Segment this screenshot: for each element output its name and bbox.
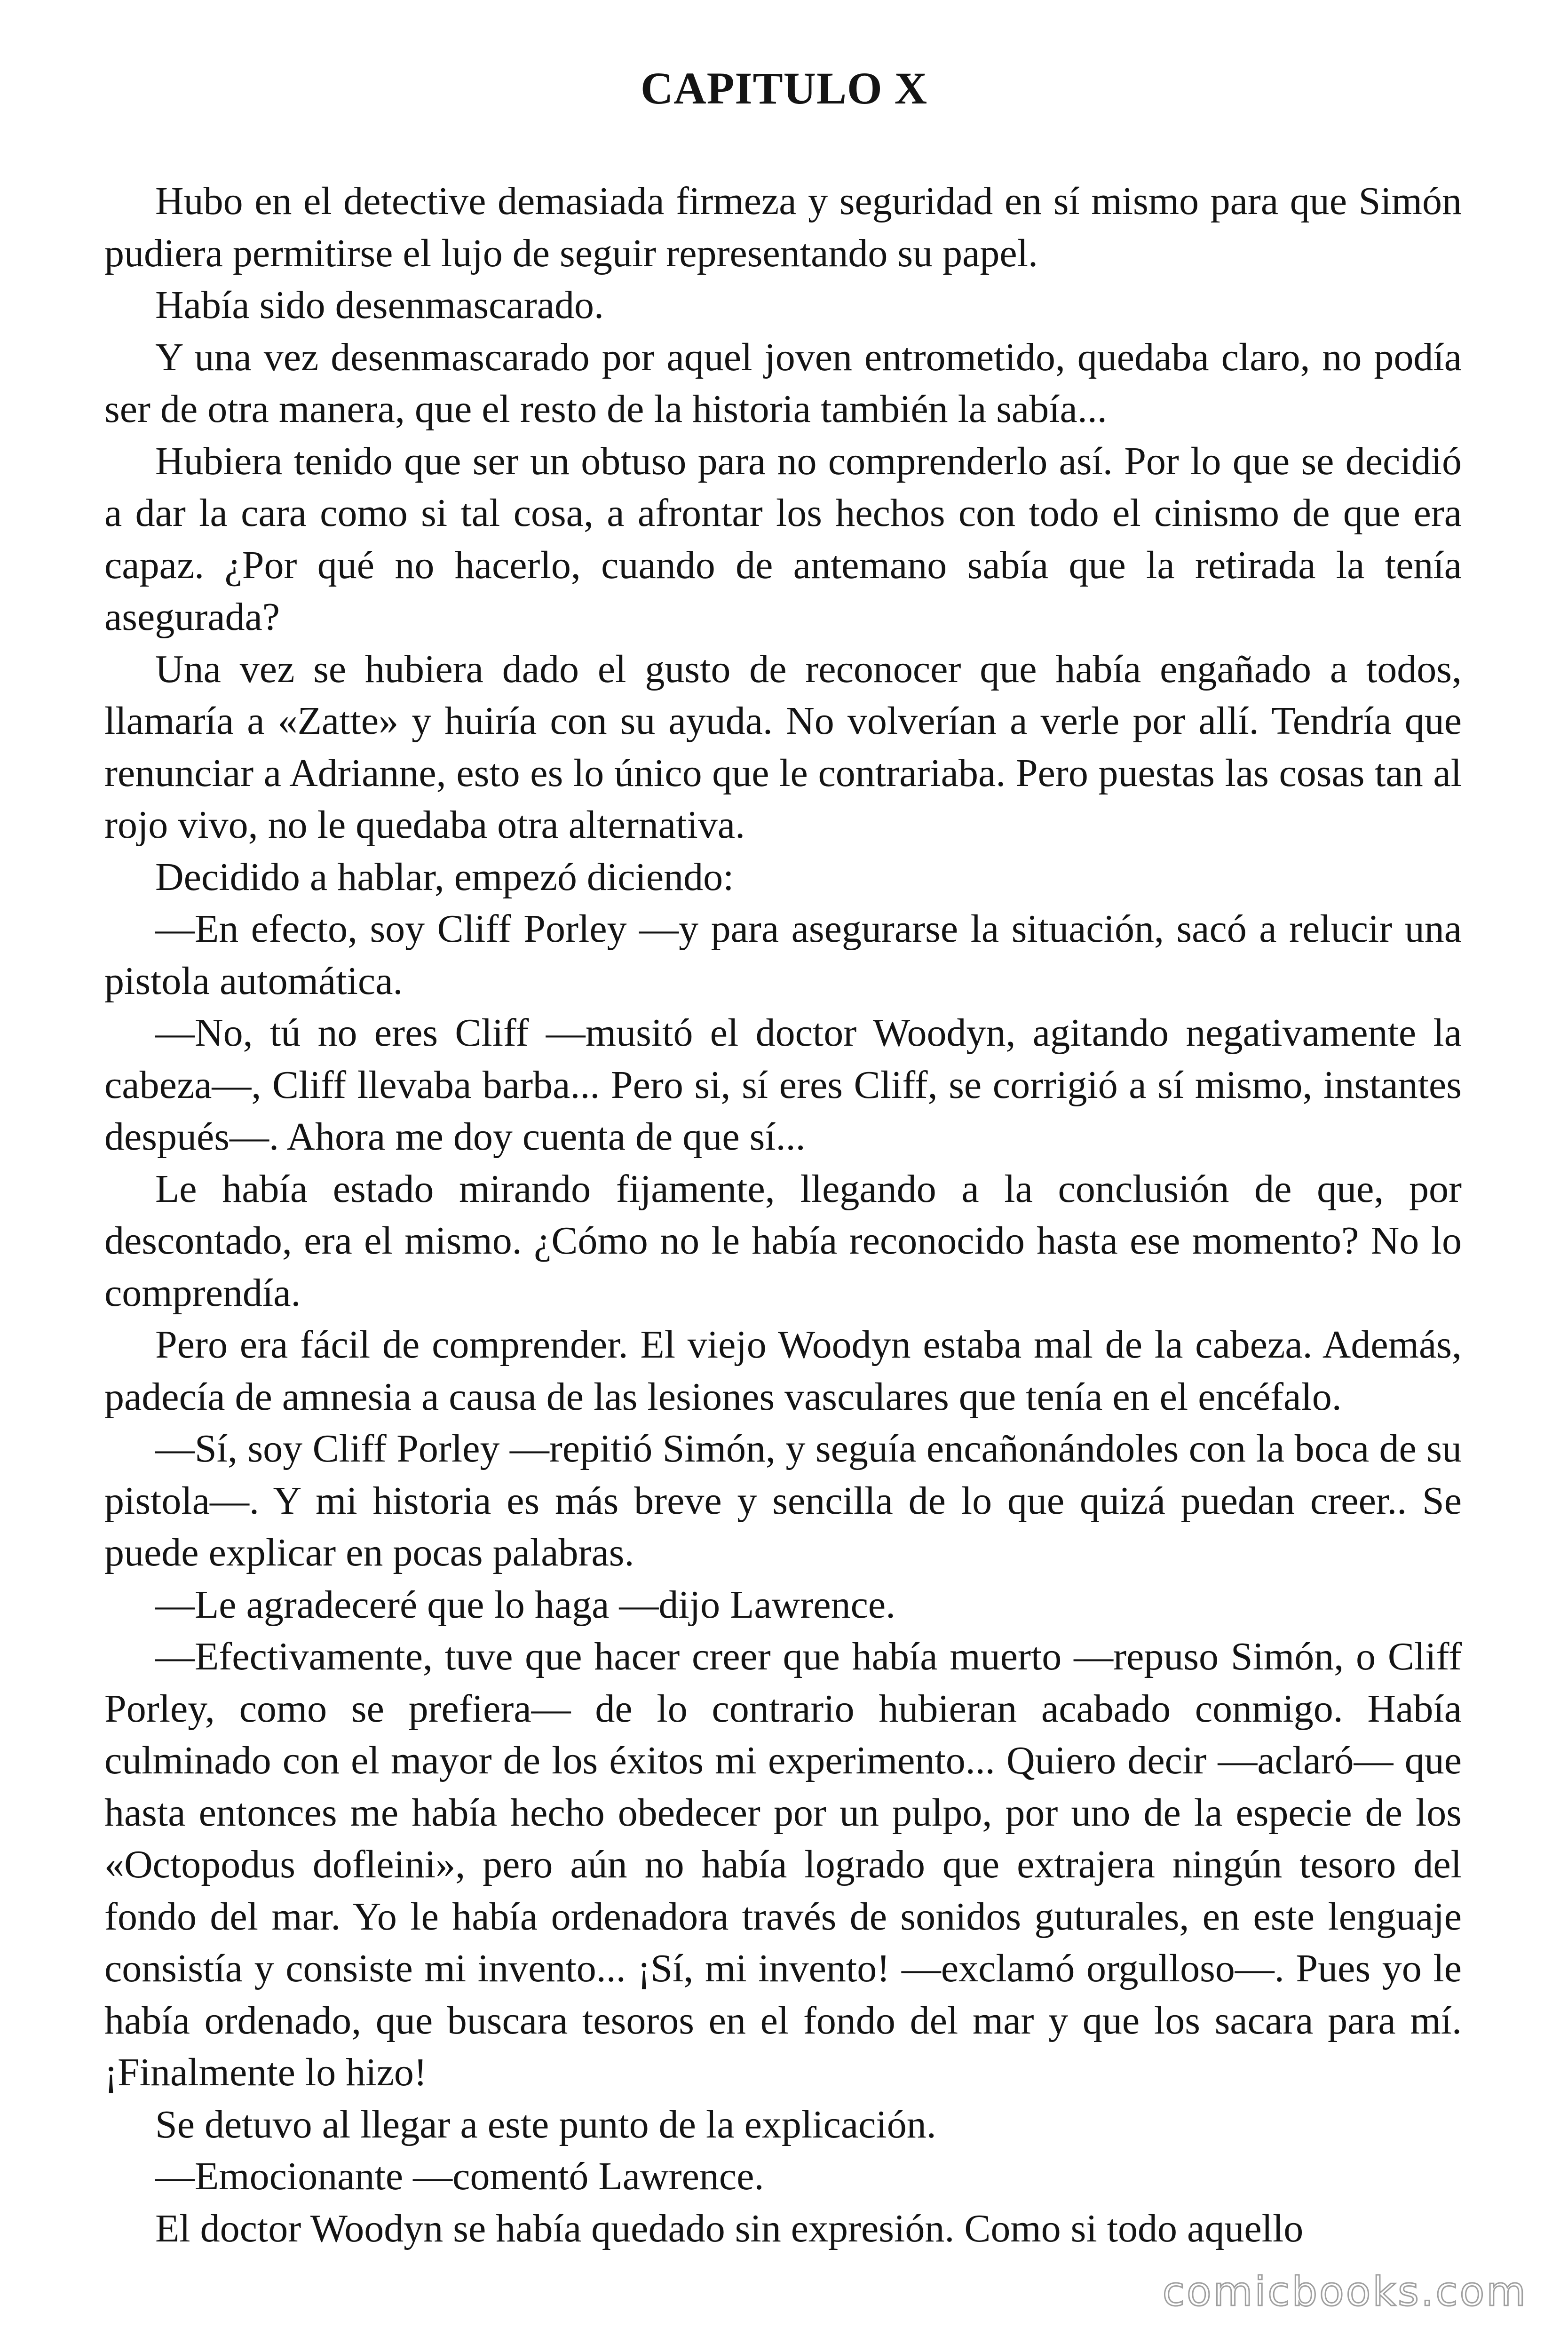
paragraph: Decidido a hablar, empezó diciendo:: [155, 855, 734, 899]
paragraph: —En efecto, soy Cliff Porley —y para asegurarse la situación, sacó a relucir una pistola automática.: [104, 907, 1462, 1003]
paragraph: Hubo en el detective demasiada firmeza y seguridad en sí mismo para que Simón pudiera permitirse el lujo de seguir representando su papel.: [104, 179, 1462, 275]
paragraph: Se detuvo al llegar a este punto de la explicación.: [155, 2102, 936, 2146]
watermark-logo: comicbooks.com: [1162, 2268, 1528, 2315]
paragraph: —Sí, soy Cliff Porley —repitió Simón, y seguía encañonándoles con la boca de su pistola—. Y mi historia es más breve y sencilla de lo que quizá puedan creer.. Se puede explicar en pocas palabras.: [104, 1427, 1462, 1574]
chapter-title: CAPITULO X: [640, 63, 928, 113]
paragraph: —Le agradeceré que lo haga —dijo Lawrence.: [155, 1582, 896, 1627]
paragraph: Le había estado mirando fijamente, llegando a la conclusión de que, por descontado, era el mismo. ¿Cómo no le había reconocido hasta ese momento? No lo comprendía.: [104, 1167, 1462, 1315]
paragraph: Hubiera tenido que ser un obtuso para no comprenderlo así. Por lo que se decidió a dar la cara como si tal cosa, a afrontar los hechos con todo el cinismo de que era capaz. ¿Por qué no hacerlo, cuando de antemano sabía que la retirada la tenía asegurada?: [104, 439, 1462, 639]
paragraph: —Efectivamente, tuve que hacer creer que había muerto —repuso Simón, o Cliff Porley, como se prefiera— de lo contrario hubieran acabado conmigo. Había culminado con el mayor de los éxitos mi experimento... Quiero decir —aclaró— que hasta entonces me había hecho obedecer por un pulpo, por uno de la especie de los «Octopodus dofleini», pero aún no había logrado que extrajera ningún tesoro del fondo del mar. Yo le había ordenadora través de sonidos guturales, en este lenguaje consistía y consiste mi invento... ¡Sí, mi invento! —exclamó orgulloso—. Pues yo le había ordenado, que buscara tesoros en el fondo del mar y que los sacara para mí. ¡Finalmente lo hizo!: [104, 1635, 1462, 2094]
paragraph: Había sido desenmascarado.: [155, 283, 604, 327]
paragraph: —No, tú no eres Cliff —musitó el doctor Woodyn, agitando negativamente la cabeza—, Cliff llevaba barba... Pero si, sí eres Cliff, se corrigió a sí mismo, instantes después—. Ahora me doy cuenta de que sí...: [104, 1011, 1462, 1159]
chapter-body: [104, 175, 1462, 2255]
paragraph-truncated: El doctor Woodyn se había quedado sin expresión. Como si todo aquello: [155, 2206, 1304, 2250]
paragraph: Y una vez desenmascarado por aquel joven entrometido, quedaba claro, no podía ser de otra manera, que el resto de la historia también la sabía...: [104, 335, 1462, 431]
paragraph: —Emocionante —comentó Lawrence.: [155, 2154, 764, 2198]
paragraph: Pero era fácil de comprender. El viejo Woodyn estaba mal de la cabeza. Además, padecía de amnesia a causa de las lesiones vasculares que tenía en el encéfalo.: [104, 1323, 1462, 1419]
paragraph: Una vez se hubiera dado el gusto de reconocer que había engañado a todos, llamaría a «Zatte» y huiría con su ayuda. No volverían a verle por allí. Tendría que renunciar a Adrianne, esto es lo único que le contrariaba. Pero puestas las cosas tan al rojo vivo, no le quedaba otra alternativa.: [104, 647, 1462, 847]
